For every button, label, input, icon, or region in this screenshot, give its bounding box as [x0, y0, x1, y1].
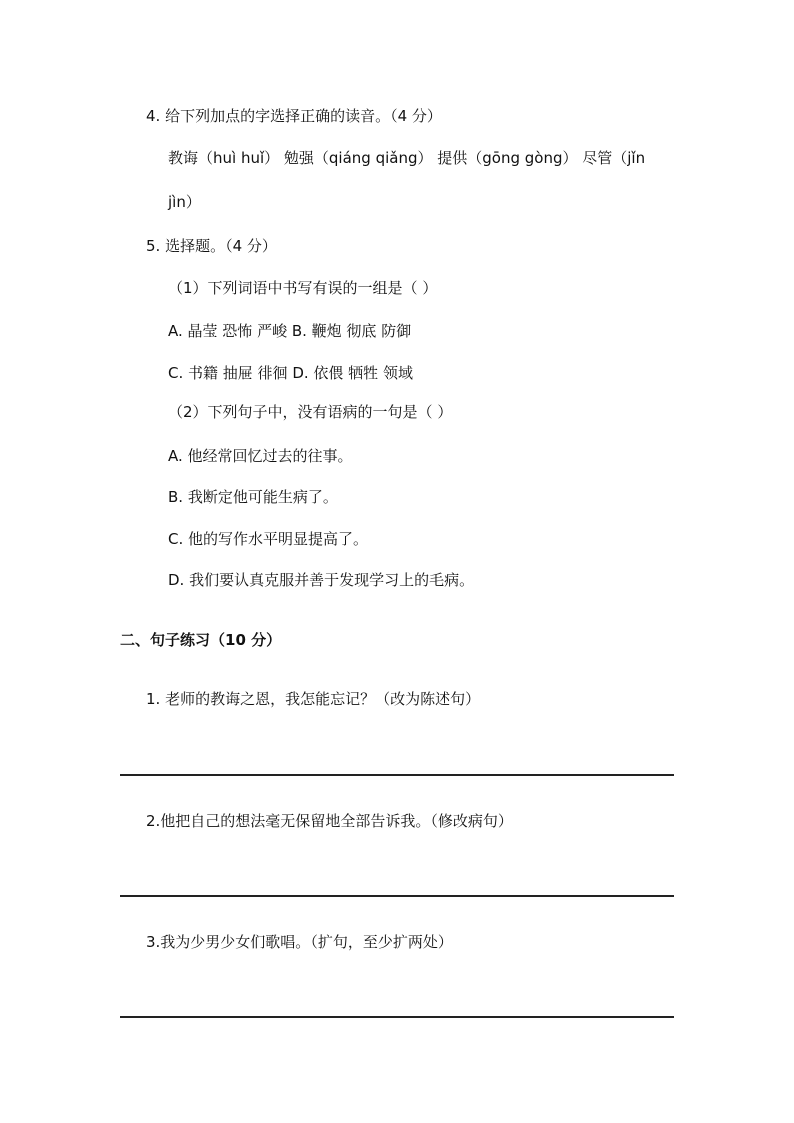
- q5-sub2-option-d: D. 我们要认真克服并善于发现学习上的毛病。: [168, 571, 475, 589]
- answer-line-1[interactable]: [120, 774, 674, 776]
- answer-line-2[interactable]: [120, 895, 674, 897]
- q5-sub2-option-b: B. 我断定他可能生病了。: [168, 488, 338, 506]
- q4-title: 4. 给下列加点的字选择正确的读音。（4 分）: [146, 107, 442, 125]
- q5-title: 5. 选择题。（4 分）: [146, 237, 277, 255]
- q5-sub1-options-cd: C. 书籍 抽屉 徘徊 D. 依偎 牺牲 领域: [168, 364, 413, 382]
- section-2-heading: 二、句子练习（10 分）: [120, 631, 282, 649]
- q5-sub1-prompt: （1）下列词语中书写有误的一组是（ ）: [168, 279, 438, 297]
- q4-items-line2: jìn）: [168, 193, 201, 211]
- answer-line-3[interactable]: [120, 1016, 674, 1018]
- q5-sub2-option-a: A. 他经常回忆过去的往事。: [168, 447, 353, 465]
- q5-sub2-option-c: C. 他的写作水平明显提高了。: [168, 530, 369, 548]
- q4-items-line1: 教诲（huì huǐ） 勉强（qiáng qiǎng） 提供（gōng gòng） 尽管（jǐn: [168, 149, 646, 167]
- q5-sub1-options-ab: A. 晶莹 恐怖 严峻 B. 鞭炮 彻底 防御: [168, 322, 412, 340]
- q5-sub2-prompt: （2）下列句子中，没有语病的一句是（ ）: [168, 403, 453, 421]
- s2-question-2: 2.他把自己的想法毫无保留地全部告诉我。（修改病句）: [146, 812, 513, 830]
- s2-question-1: 1. 老师的教诲之恩，我怎能忘记？（改为陈述句）: [146, 690, 481, 708]
- s2-question-3: 3.我为少男少女们歌唱。（扩句，至少扩两处）: [146, 933, 453, 951]
